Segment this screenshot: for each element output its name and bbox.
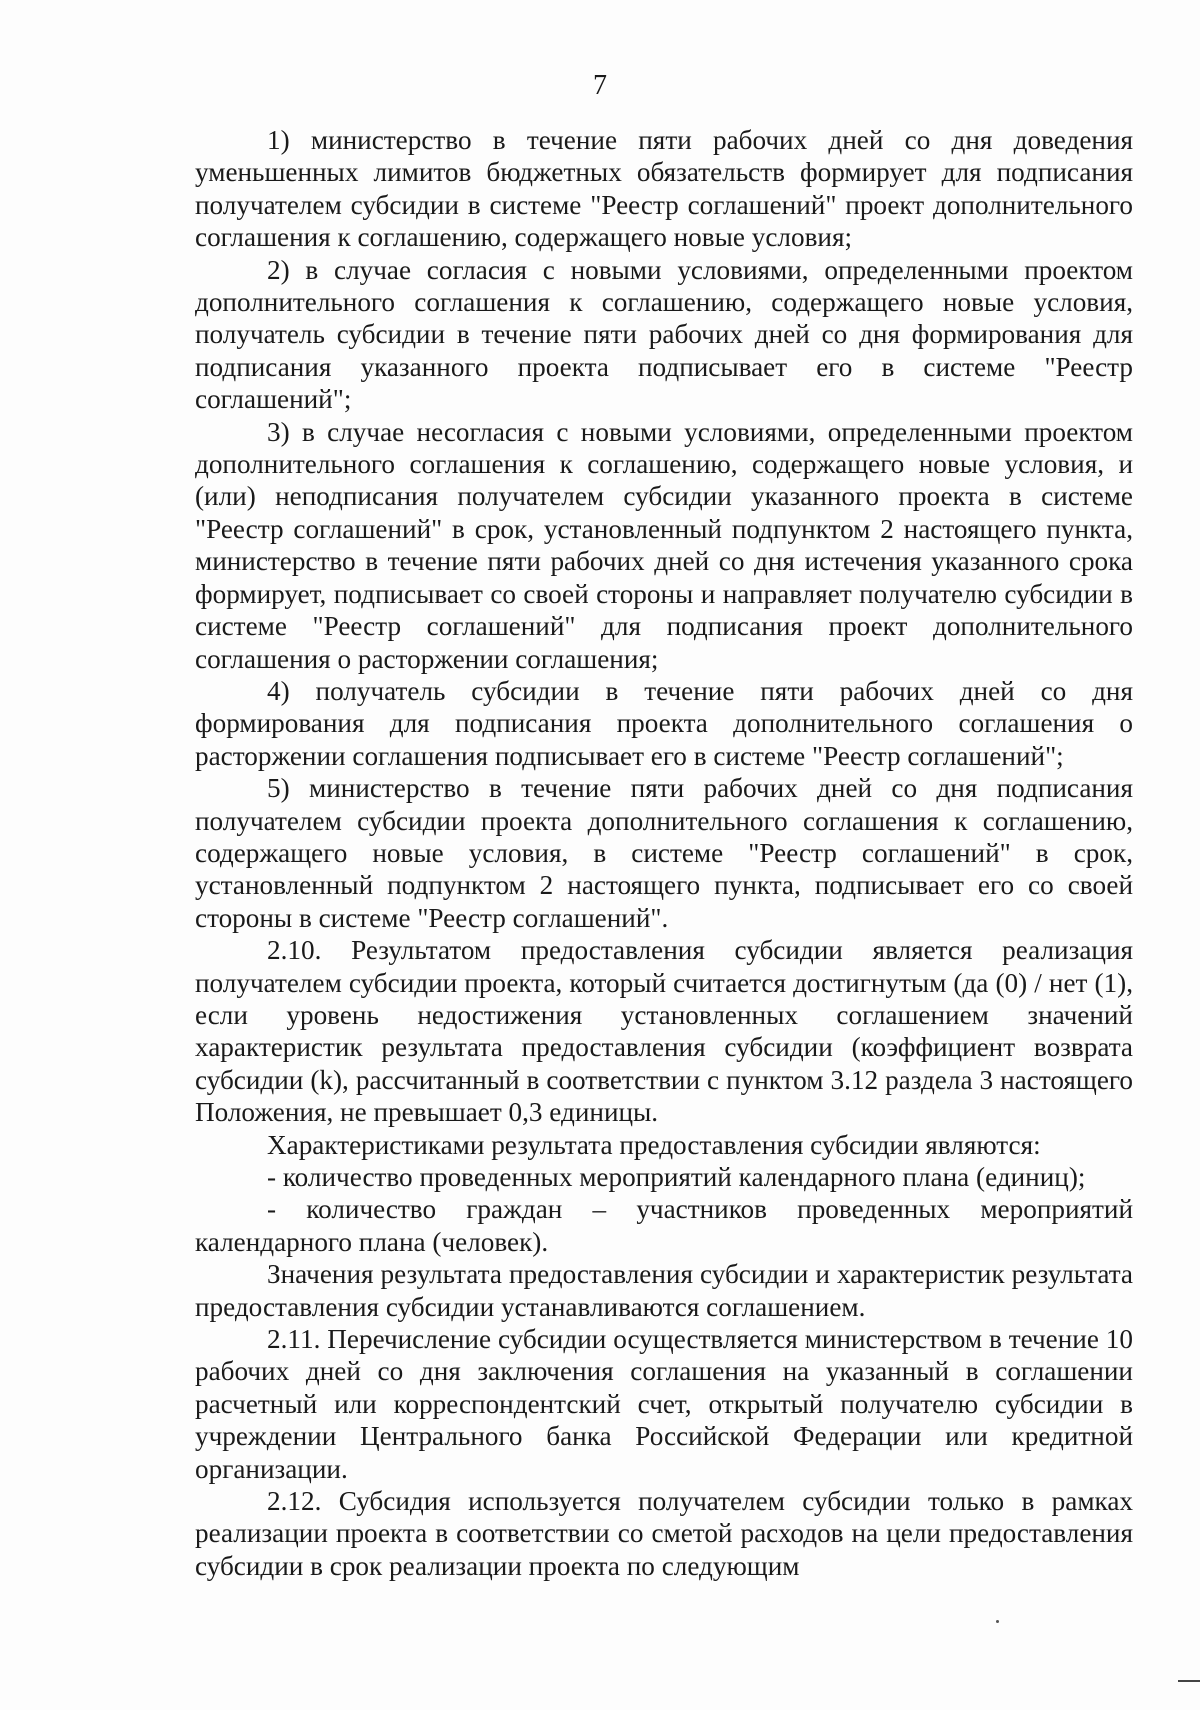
paragraph-2-11: 2.11. Перечисление субсидии осуществляется министерством в течение 10 рабочих дней со дня заключения соглашения на указанный в соглашении расчетный или корреспондентский счет, открытый получателю субсидии в учреждении Центрального банка Российской Федерации или кредитной организации.	[195, 1324, 1133, 1484]
paragraph-5: 5) министерство в течение пяти рабочих дней со дня подписания получателем субсидии проекта дополнительного соглашения к соглашению, содержащего новые условия, в системе "Реестр соглашений" в срок, установленный подпунктом 2 настоящего пункта, подписывает его со своей стороны в системе "Реестр соглашений".	[195, 773, 1133, 933]
paragraph-1: 1) министерство в течение пяти рабочих дней со дня доведения уменьшенных лимитов бюджетных обязательств формирует для подписания получателем субсидии в системе "Реестр соглашений" проект дополнительного соглашения к соглашению, содержащего новые условия;	[195, 125, 1133, 253]
scan-speck	[996, 1620, 999, 1623]
paragraph-characteristics: Характеристиками результата предоставления субсидии являются:	[267, 1129, 1041, 1160]
list-item-citizens: - количество граждан – участников проведенных мероприятий календарного плана (человек).	[195, 1194, 1133, 1257]
paragraph-values: Значения результата предоставления субсидии и характеристик результата предоставления субсидии устанавливаются соглашением.	[195, 1259, 1133, 1322]
paragraph-4: 4) получатель субсидии в течение пяти рабочих дней со дня формирования для подписания проекта дополнительного соглашения о расторжении соглашения подписывает его в системе "Реестр соглашений";	[195, 675, 1133, 771]
paragraph-3: 3) в случае несогласия с новыми условиями, определенными проектом дополнительного соглашения к соглашению, содержащего новые условия, и (или) неподписания получателем субсидии указанного проекта в системе "Реестр соглашений" в срок, установленный подпунктом 2 настоящего пункта, министерство в течение пяти рабочих дней со дня истечения указанного срока формирует, подписывает со своей стороны и направляет получателю субсидии в системе "Реестр соглашений" для подписания проект дополнительного соглашения о расторжении соглашения;	[195, 416, 1133, 674]
list-item-events: - количество проведенных мероприятий календарного плана (единиц);	[267, 1162, 1086, 1192]
scan-edge-mark	[1178, 1680, 1200, 1682]
document-body	[195, 124, 1133, 1582]
paragraph-2-12: 2.12. Субсидия используется получателем субсидии только в рамках реализации проекта в соответствии со сметой расходов на цели предоставления субсидии в срок реализации проекта по следующим	[195, 1486, 1133, 1581]
paragraph-2: 2) в случае согласия с новыми условиями, определенными проектом дополнительного соглашения к соглашению, содержащего новые условия, получатель субсидии в течение пяти рабочих дней со дня формирования для подписания указанного проекта подписывает его в системе "Реестр соглашений";	[195, 254, 1133, 415]
page-number: 7	[593, 70, 607, 101]
paragraph-2-10: 2.10. Результатом предоставления субсидии является реализация получателем субсидии проекта, который считается достигнутым (да (0) / нет (1), если уровень недостижения установленных соглашением значений характеристик результата предоставления субсидии (коэффициент возврата субсидии (k), рассчитанный в соответствии с пунктом 3.12 раздела 3 настоящего Положения, не превышает 0,3 единицы.	[195, 935, 1133, 1128]
